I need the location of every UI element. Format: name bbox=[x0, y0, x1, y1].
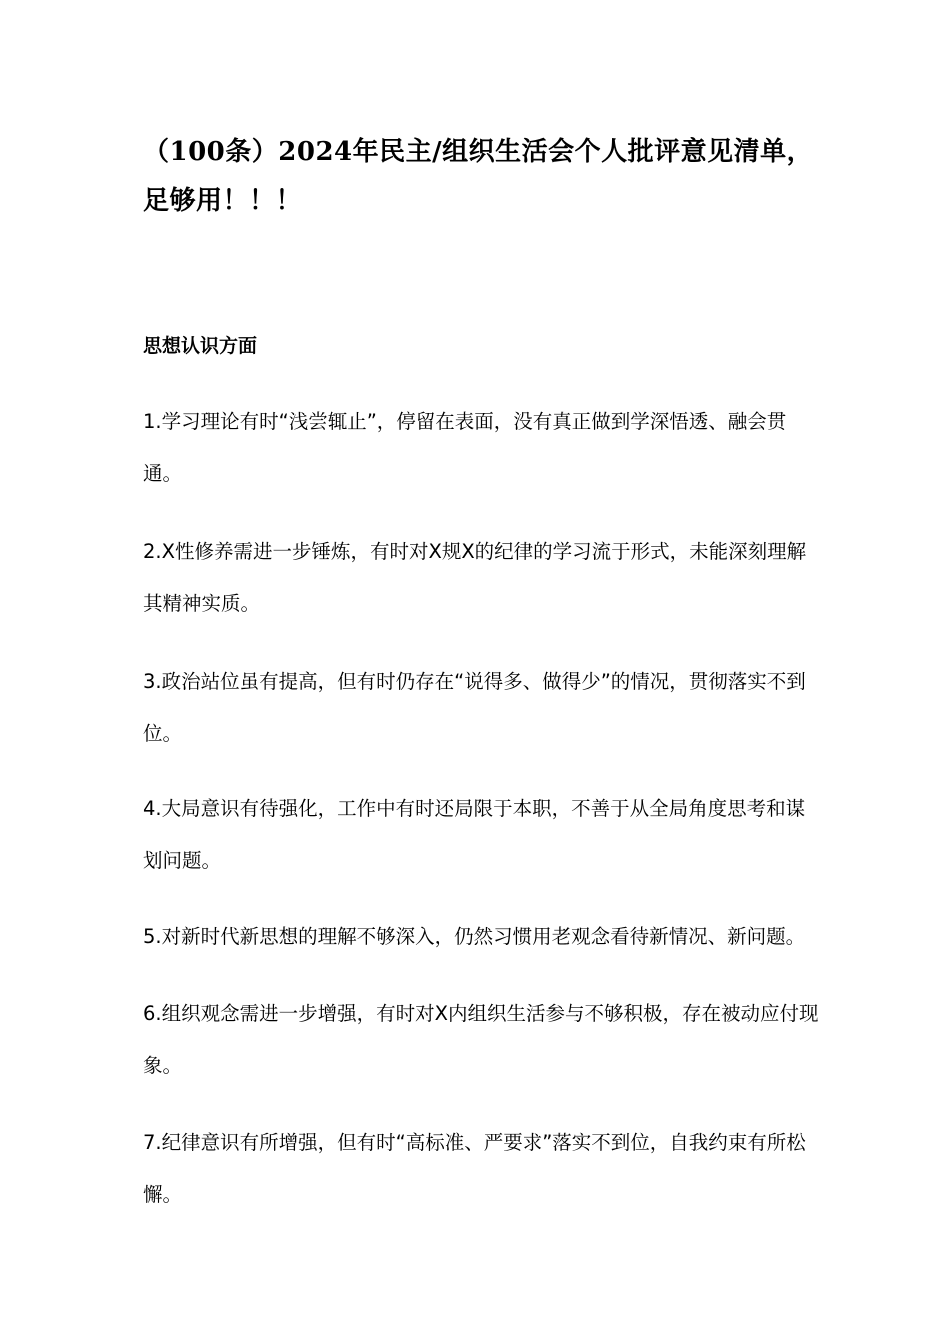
list-item: 1.学习理论有时“浅尝辄止”，停留在表面，没有真正做到学深悟透、融会贯通。 bbox=[143, 410, 787, 485]
list-item: 5.对新时代新思想的理解不够深入，仍然习惯用老观念看待新情况、新问题。 bbox=[143, 925, 806, 948]
section-heading: 思想认识方面 bbox=[143, 335, 258, 357]
list-item: 6.组织观念需进一步增强，有时对X内组织生活参与不够积极，存在被动应付现象。 bbox=[143, 1002, 819, 1077]
list-item: 3.政治站位虽有提高，但有时仍存在“说得多、做得少”的情况，贯彻落实不到位。 bbox=[143, 670, 806, 745]
list-item: 7.纪律意识有所增强，但有时“高标准、严要求”落实不到位，自我约束有所松懈。 bbox=[143, 1131, 806, 1206]
document-title: （100条）2024年民主/组织生活会个人批评意见清单，足够用！！！ bbox=[143, 137, 814, 216]
list-item: 4.大局意识有待强化，工作中有时还局限于本职，不善于从全局角度思考和谋划问题。 bbox=[143, 797, 806, 872]
list-item: 2.X性修养需进一步锤炼，有时对X规X的纪律的学习流于形式，未能深刻理解其精神实质。 bbox=[143, 540, 807, 615]
